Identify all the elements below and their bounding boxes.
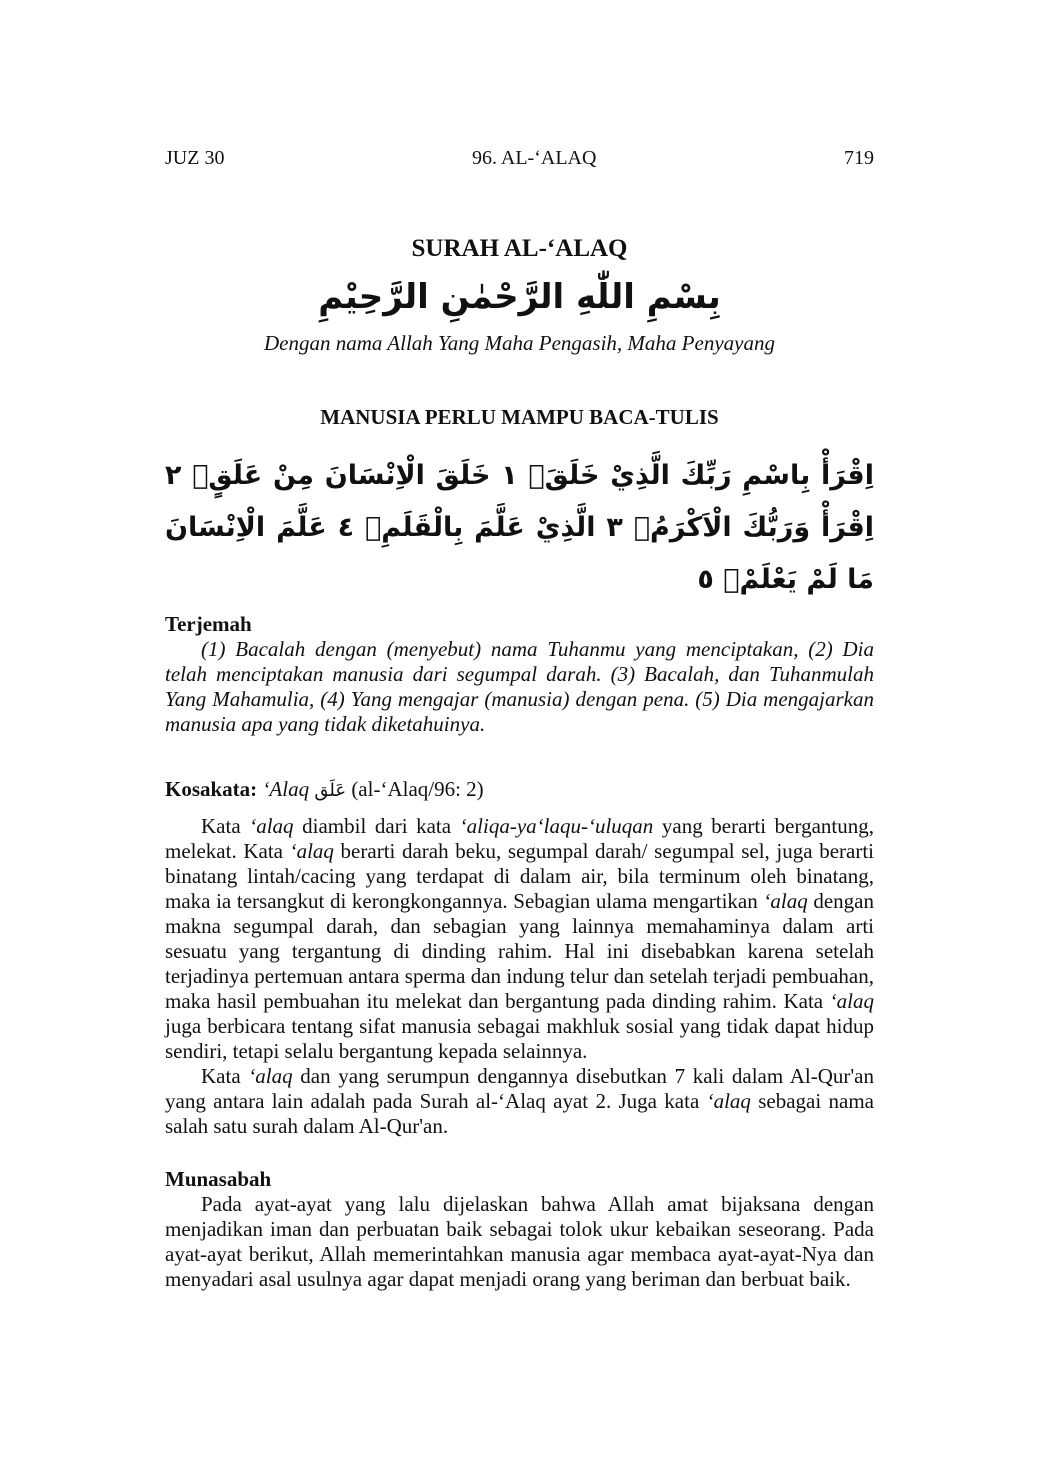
munasabah-section: [165, 1167, 874, 1292]
basmala-translation: Dengan nama Allah Yang Maha Pengasih, Maha Penyayang: [264, 331, 775, 355]
kosakata-label: Kosakata:: [165, 777, 258, 801]
basmala: بِسْمِ اللّٰهِ الرَّحْمٰنِ الرَّحِيْمِ: [318, 277, 721, 317]
kosakata-ref: (al-‘Alaq/96: 2): [351, 777, 484, 801]
kosakata-arabic: عَلَق: [314, 780, 347, 801]
terjemah-section: [165, 612, 874, 737]
arabic-verses: اِقْرَأْ بِاسْمِ رَبِّكَ الَّذِيْ خَلَقَۚ ١ خَلَقَ الْاِنْسَانَ مِنْ عَلَقٍۚ ٢ اِقْرَأْ وَرَبُّكَ الْاَكْرَمُۙ ٣ الَّذِيْ عَلَّمَ بِالْقَلَمِۙ ٤ عَلَّمَ الْاِنْسَانَ مَا لَمْ يَعْلَمْۗ ٥: [165, 460, 875, 595]
page-number: 719: [843, 147, 874, 169]
kosakata-paragraph-2: Kata ‘alaq dan yang serumpun dengannya disebutkan 7 kali dalam Al-Qur'an yang antara lain adalah pada Surah al-‘Alaq ayat 2. Juga kata ‘alaq sebagai nama salah satu surah dalam Al-Qur'an.: [165, 1064, 874, 1138]
kosakata-term: ‘Alaq: [262, 777, 310, 801]
terjemah-heading: Terjemah: [165, 612, 252, 636]
page-title: SURAH AL-‘ALAQ: [411, 235, 628, 262]
document-page: [165, 0, 874, 1332]
header-juz: JUZ 30: [165, 147, 225, 169]
header-surah: 96. AL-‘ALAQ: [472, 147, 597, 169]
section-title: MANUSIA PERLU MAMPU BACA-TULIS: [320, 405, 719, 429]
munasabah-heading: Munasabah: [165, 1167, 272, 1191]
running-header: [165, 146, 874, 170]
kosakata-heading: [165, 777, 874, 803]
terjemah-text: (1) Bacalah dengan (menyebut) nama Tuhanmu yang menciptakan, (2) Dia telah menciptakan manusia dari segumpal darah. (3) Bacalah, dan Tuhanmulah Yang Mahamulia, (4) Yang mengajar (manusia) dengan pena. (5) Dia mengajarkan manusia apa yang tidak diketahuinya.: [165, 637, 874, 736]
kosakata-paragraph-1: Kata ‘alaq diambil dari kata ‘aliqa-ya‘laqu-‘uluqan yang berarti bergantung, melekat. Kata ‘alaq berarti darah beku, segumpal darah/ segumpal sel, juga berarti binatang lintah/cacing yang terdapat di dalam air, bila terminum oleh binatang, maka ia tersangkut di kerongkongannya. Sebagian ulama mengartikan ‘alaq dengan makna segumpal darah, dan sebagian yang lainnya memahaminya dalam arti sesuatu yang tergantung di dinding rahim. Hal ini disebabkan karena setelah terjadinya pertemuan antara sperma dan indung telur dan setelah terjadi pembuahan, maka hasil pembuahan itu melekat dan bergantung pada dinding rahim. Kata ‘alaq juga berbicara tentang sifat manusia sebagai makhluk sosial yang tidak dapat hidup sendiri, tetapi selalu bergantung kepada selainnya.: [165, 814, 875, 1063]
kosakata-section: [165, 777, 874, 1139]
munasabah-text: Pada ayat-ayat yang lalu dijelaskan bahwa Allah amat bijaksana dengan menjadikan iman dan perbuatan baik sebagai tolok ukur kebaikan seseorang. Pada ayat-ayat berikut, Allah memerintahkan manusia agar membaca ayat-ayat-Nya dan menyadari asal usulnya agar dapat menjadi orang yang beriman dan berbuat baik.: [165, 1192, 874, 1291]
